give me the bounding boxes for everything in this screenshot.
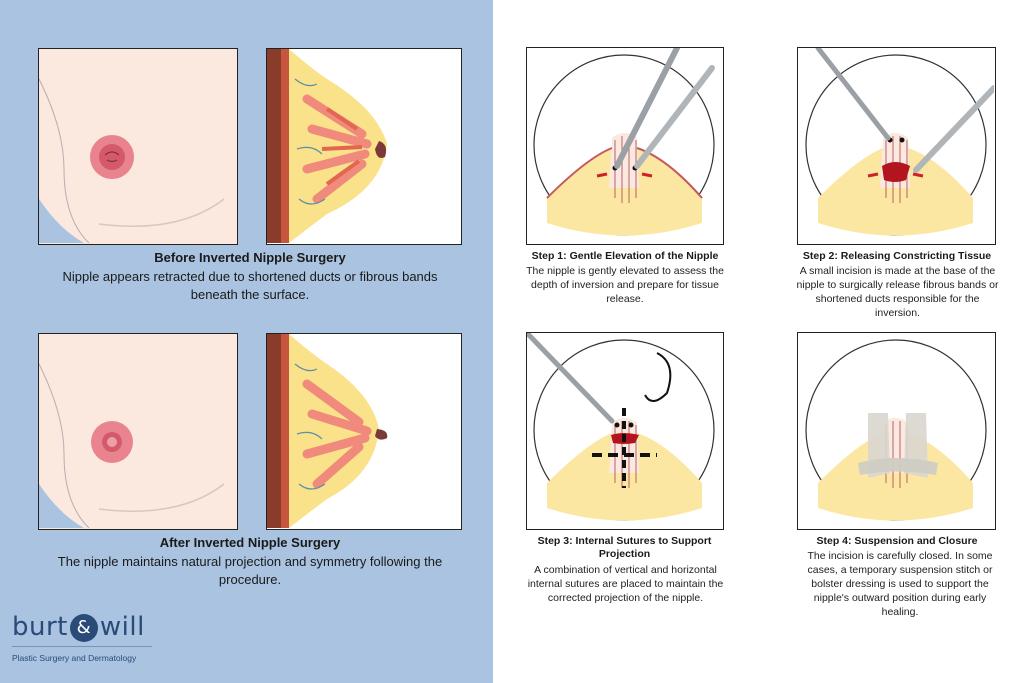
brand-logo — [12, 612, 152, 663]
step-1-description: The nipple is gently elevated to assess the depth of inversion and prepare for tissue release. — [526, 265, 724, 305]
before-front-illustration — [38, 48, 238, 245]
step-1-illustration — [526, 47, 724, 245]
after-description: The nipple maintains natural projection and symmetry following the procedure. — [57, 554, 443, 587]
before-title: Before Inverted Nipple Surgery — [154, 250, 346, 265]
step-2-title: Step 2: Releasing Constricting Tissue — [802, 250, 992, 262]
logo-ampersand: & — [70, 614, 98, 642]
step-3-title: Step 3: Internal Sutures to Support Projection — [537, 535, 712, 560]
step-3-description: A combination of vertical and horizontal internal sutures are placed to maintain the corrected projection of the nipple. — [527, 564, 724, 604]
step-2-description: A small incision is made at the base of the nipple to surgically release fibrous bands or shortened ducts responsible for the inversion. — [796, 265, 999, 319]
step-4-illustration — [797, 332, 996, 530]
before-cross-section — [266, 48, 462, 245]
after-cross-section — [266, 333, 462, 530]
step-4-title: Step 4: Suspension and Closure — [816, 535, 978, 547]
before-description: Nipple appears retracted due to shortened ducts or fibrous bands beneath the surface. — [62, 269, 438, 302]
after-front-illustration — [38, 333, 238, 530]
logo-word-burt: burt — [12, 612, 68, 642]
step-2-illustration — [797, 47, 996, 245]
after-title: After Inverted Nipple Surgery — [159, 535, 341, 550]
step-3-illustration — [526, 332, 724, 530]
step-4-description: The incision is carefully closed. In some cases, a temporary suspension stitch or bolster dressing is used to support the nipple's outward position during early healing. — [807, 550, 993, 618]
logo-divider — [12, 646, 152, 647]
step-1-title: Step 1: Gentle Elevation of the Nipple — [531, 250, 719, 262]
logo-tagline: Plastic Surgery and Dermatology — [12, 653, 137, 663]
logo-word-will: will — [99, 612, 145, 642]
